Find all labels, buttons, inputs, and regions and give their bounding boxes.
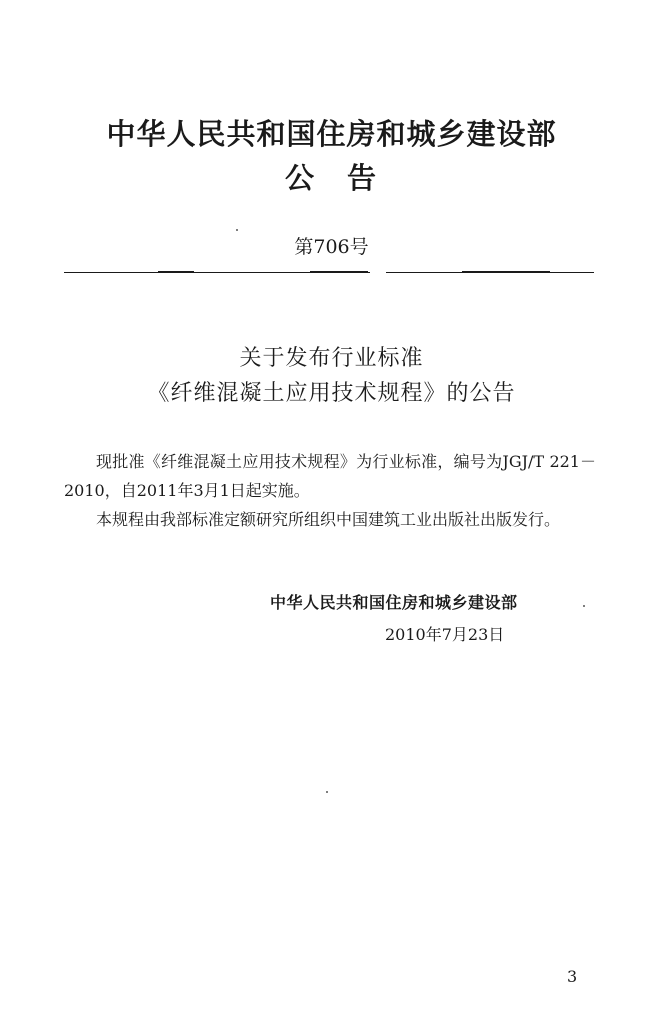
- body-paragraph-publication: 本规程由我部标准定额研究所组织中国建筑工业出版社出版发行。: [96, 510, 561, 529]
- scan-speck: [583, 605, 585, 607]
- page-number: 3: [567, 967, 578, 986]
- notice-title-line2: 《纤维混凝土应用技术规程》的公告: [147, 381, 516, 406]
- scan-speck: [236, 229, 238, 231]
- scan-speck: [326, 791, 328, 793]
- doc-type-heading: 公 告: [284, 161, 378, 195]
- issuer-heading: 中华人民共和国住房和城乡建设部: [106, 117, 557, 151]
- signature-date: 2010年7月23日: [385, 625, 505, 644]
- body-paragraph-approval: 现批准《纤维混凝土应用技术规程》为行业标准，编号为JGJ/T 221－2010，自2011年3月1日起实施。: [64, 452, 596, 500]
- header-rule-accent: [310, 271, 368, 273]
- announcement-number: 第706号: [294, 236, 369, 258]
- signature-issuer: 中华人民共和国住房和城乡建设部: [270, 593, 518, 612]
- header-rule-accent: [462, 271, 550, 273]
- header-rule-accent: [158, 271, 194, 273]
- notice-title-line1: 关于发布行业标准: [239, 346, 424, 371]
